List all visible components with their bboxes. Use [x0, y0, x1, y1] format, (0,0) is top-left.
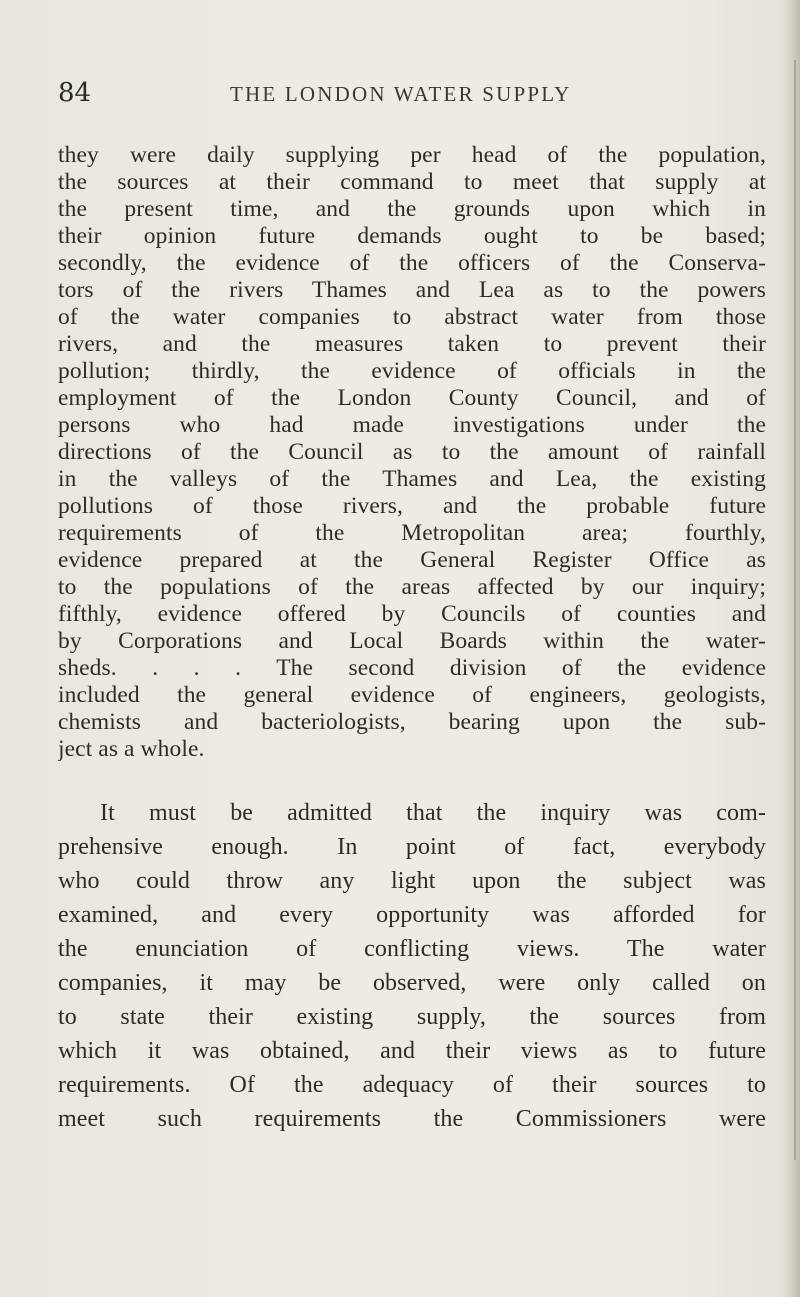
page-number: 84 [58, 78, 92, 108]
text-line: ject as a whole. [58, 736, 205, 762]
text-line: their opinion future demands ought to be based; [58, 223, 766, 249]
page-edge-shadow [782, 0, 800, 1297]
text-line: pollutions of those rivers, and the probable future [58, 493, 766, 519]
text-line: the present time, and the grounds upon which in [58, 196, 766, 222]
page-edge-line [794, 60, 796, 1160]
text-line: prehensive enough. In point of fact, everybody [58, 834, 766, 860]
text-line: sheds. . . . The second division of the evidence [58, 655, 766, 681]
text-line: chemists and bacteriologists, bearing upon the sub- [58, 709, 766, 735]
text-line: pollution; thirdly, the evidence of officials in the [58, 358, 766, 384]
running-head: THE LONDON WATER SUPPLY [230, 82, 572, 106]
page-header [58, 78, 758, 118]
text-line: persons who had made investigations under the [58, 412, 766, 438]
text-line: which it was obtained, and their views as to future [58, 1038, 766, 1064]
text-line: they were daily supplying per head of the population, [58, 142, 766, 168]
text-line: meet such requirements the Commissioners were [58, 1106, 766, 1132]
text-line: secondly, the evidence of the officers of the Conserva- [58, 250, 766, 276]
text-line: by Corporations and Local Boards within the water- [58, 628, 766, 654]
text-line: the enunciation of conflicting views. The water [58, 936, 766, 962]
text-line: requirements of the Metropolitan area; fourthly, [58, 520, 766, 546]
text-line: to state their existing supply, the sources from [58, 1004, 766, 1030]
text-line: rivers, and the measures taken to prevent their [58, 331, 766, 357]
text-line: companies, it may be observed, were only called on [58, 970, 766, 996]
text-line: fifthly, evidence offered by Councils of counties and [58, 601, 766, 627]
text-line: directions of the Council as to the amount of rainfall [58, 439, 766, 465]
text-line: evidence prepared at the General Register Office as [58, 547, 766, 573]
text-line: who could throw any light upon the subject was [58, 868, 766, 894]
text-line: tors of the rivers Thames and Lea as to the powers [58, 277, 766, 303]
text-line: It must be admitted that the inquiry was com- [100, 800, 766, 826]
text-line: included the general evidence of engineers, geologists, [58, 682, 766, 708]
text-line: examined, and every opportunity was afforded for [58, 902, 766, 928]
text-line: in the valleys of the Thames and Lea, the existing [58, 466, 766, 492]
text-line: requirements. Of the adequacy of their sources to [58, 1072, 766, 1098]
text-line: the sources at their command to meet that supply at [58, 169, 766, 195]
text-line: to the populations of the areas affected by our inquiry; [58, 574, 766, 600]
text-line: of the water companies to abstract water from those [58, 304, 766, 330]
text-line: employment of the London County Council, and of [58, 385, 766, 411]
